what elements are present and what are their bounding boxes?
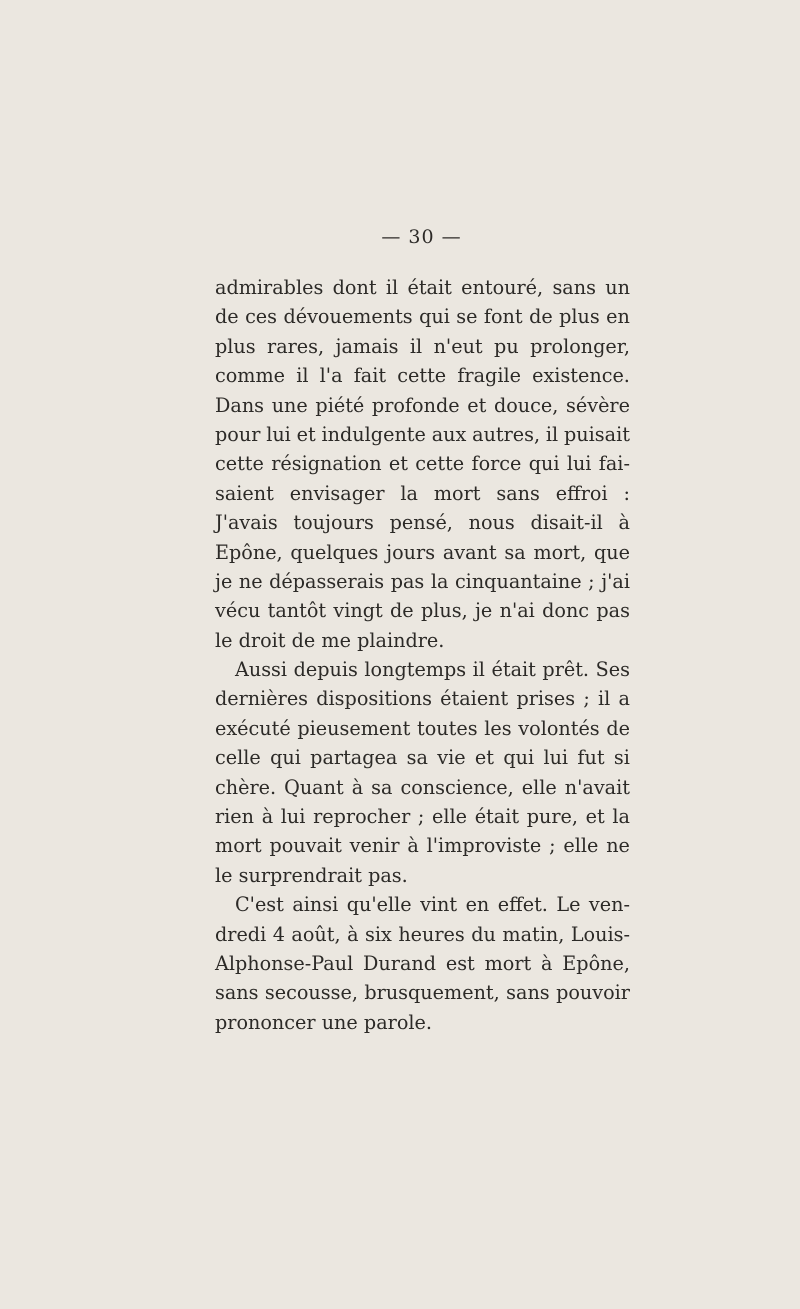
text-line: comme il l'a fait cette fragile existence. bbox=[215, 364, 630, 388]
text-line: mort pouvait venir à l'improviste ; elle ne bbox=[215, 834, 630, 858]
text-line: je ne dépasserais pas la cinquantaine ; j'ai bbox=[215, 569, 630, 593]
text-line: Alphonse-Paul Durand est mort à Epône, bbox=[215, 951, 630, 975]
text-line: dredi 4 août, à six heures du matin, Louis- bbox=[215, 922, 630, 946]
text-line: Epône, quelques jours avant sa mort, que bbox=[215, 540, 630, 564]
text-line: C'est ainsi qu'elle vint en effet. Le ven- bbox=[235, 893, 630, 917]
text-line: Aussi depuis longtemps il était prêt. Ses bbox=[235, 658, 630, 682]
text-line: J'avais toujours pensé, nous disait-il à bbox=[215, 511, 630, 535]
text-line: vécu tantôt vingt de plus, je n'ai donc pas bbox=[215, 599, 630, 623]
text-line: rien à lui reprocher ; elle était pure, et la bbox=[215, 805, 630, 829]
text-line: le surprendrait pas. bbox=[215, 863, 408, 887]
text-line: Dans une piété profonde et douce, sévère bbox=[215, 393, 630, 417]
text-line: de ces dévouements qui se font de plus en bbox=[215, 305, 630, 329]
text-line: pour lui et indulgente aux autres, il puisait bbox=[215, 422, 630, 446]
text-line: plus rares, jamais il n'eut pu prolonger, bbox=[215, 334, 630, 358]
text-line: dernières dispositions étaient prises ; il a bbox=[215, 687, 630, 711]
text-line: exécuté pieusement toutes les volontés de bbox=[215, 716, 630, 740]
text-line: prononcer une parole. bbox=[215, 1010, 432, 1034]
page-number: — 30 — bbox=[381, 226, 462, 248]
text-line: celle qui partagea sa vie et qui lui fut si bbox=[215, 746, 630, 770]
text-line: admirables dont il était entouré, sans un bbox=[215, 276, 630, 299]
text-line: cette résignation et cette force qui lui fai- bbox=[215, 452, 630, 476]
text-line: chère. Quant à sa conscience, elle n'avait bbox=[215, 775, 630, 799]
body-text bbox=[215, 273, 630, 1037]
text-line: le droit de me plaindre. bbox=[215, 628, 445, 652]
text-line: saient envisager la mort sans effroi : bbox=[215, 481, 630, 505]
text-line: sans secousse, brusquement, sans pouvoir bbox=[215, 981, 630, 1005]
